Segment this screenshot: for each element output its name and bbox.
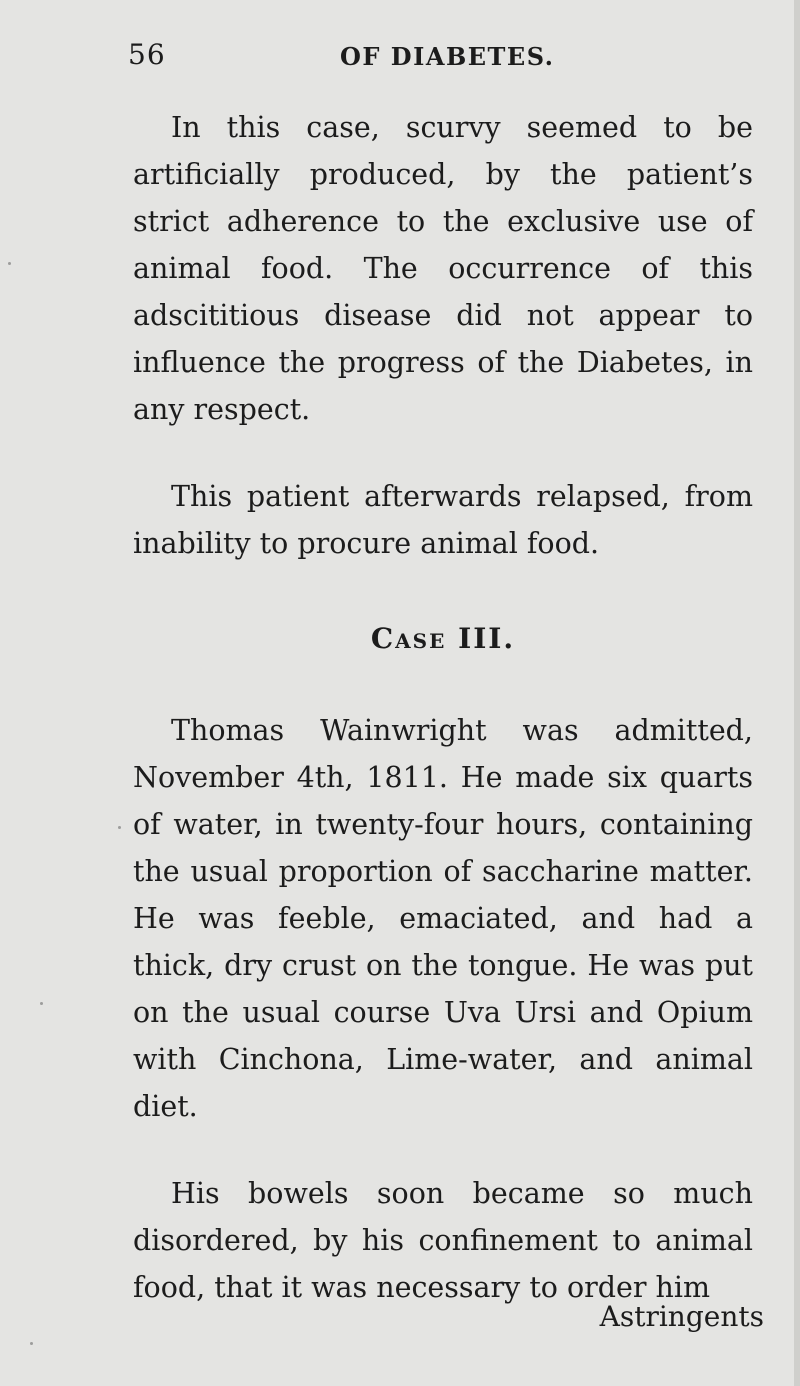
page-header [128,38,768,82]
paragraph-case-description: Thomas Wainwright was admitted, November 4th, 1811. He made six quarts of water, in twenty-four hours, containing the usual proportion of saccharine matter. He was feeble, emaciated, and had a thick, dry crust on the tongue. He was put on the usual course Uva Ursi and Opium with Cinchona, Lime-water, and animal diet. [133,714,753,1123]
paragraph-relapse: This patient afterwards relapsed, from inability to procure animal food. [133,480,753,560]
case-heading: Case III. [370,622,516,655]
body-text [133,104,753,1311]
paragraph-bowels: His bowels soon became so much disordered, by his confinement to animal food, that it was necessary to order him [133,1177,753,1304]
paper-speck [8,262,11,265]
page-number: 56 [128,38,166,71]
running-head: OF DIABETES. [340,42,555,71]
paper-speck [118,826,121,829]
paragraph-scurvy: In this case, scurvy seemed to be artificially produced, by the patient’s strict adherence to the exclusive use of animal food. The occurrence of this adscititious disease did not appear to influence the progress of the Diabetes, in any respect. [133,111,753,426]
paper-speck [40,1002,43,1005]
paper-speck [30,1342,33,1345]
page-edge [794,0,800,1386]
catchword: Astringents [599,1300,764,1333]
